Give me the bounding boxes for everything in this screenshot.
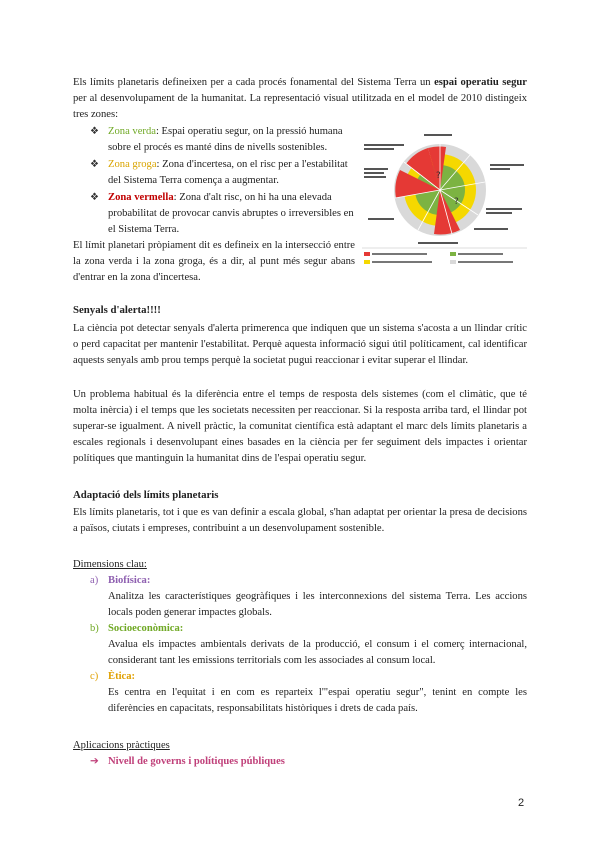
zone-yellow-name: Zona groga bbox=[108, 159, 157, 170]
applications-item-text: Nivell de governs i polítiques públiques bbox=[108, 756, 285, 767]
applications-item bbox=[90, 754, 285, 770]
diamond-bullet-icon: ❖ bbox=[90, 126, 99, 137]
zone-green-name: Zona verda bbox=[108, 126, 156, 137]
intro-bold-term: espai operatiu segur bbox=[434, 77, 527, 88]
dimension-socioeconomic-heading bbox=[90, 621, 527, 637]
zone-yellow-text: : Zona d'incertesa, on el risc per a l'estabilitat del Sistema Terra comença a augmentar. bbox=[108, 159, 348, 186]
dimension-name: Ètica: bbox=[108, 671, 136, 682]
diamond-bullet-icon: ❖ bbox=[90, 159, 99, 170]
zone-yellow-item bbox=[90, 157, 354, 189]
dimension-ethics-text: Es centra en l'equitat i en com es reparteix l'"espai operatiu segur", tenint en compte les diferències en capacitats, responsabilitats històriques i drets de cada país. bbox=[108, 687, 527, 714]
page-number: 2 bbox=[518, 797, 525, 809]
diamond-bullet-icon: ❖ bbox=[90, 192, 99, 203]
adaptation-heading: Adaptació dels límits planetaris bbox=[73, 489, 219, 501]
dimension-biophysical-text: Analitza les característiques geogràfiques i les interconnexions del sistema Terra. Les accions locals poden generar impactes globals. bbox=[108, 591, 527, 618]
dimensions-heading: Dimensions clau: bbox=[73, 559, 147, 570]
intro-text-start: Els límits planetaris defineixen per a cada procés fonamental del Sistema Terra un bbox=[73, 77, 435, 88]
zones-list bbox=[90, 124, 354, 239]
limit-paragraph: El límit planetari pròpiament dit es defineix en la intersecció entre la zona verda i la zona groga, és a dir, al punt més segur abans d'entrar en la zona d'incertesa. bbox=[73, 240, 355, 283]
alert-heading: Senyals d'alerta!!!! bbox=[73, 304, 161, 316]
dimension-socioeconomic-text: Avalua els impactes ambientals derivats de la producció, el consum i el comerç internacional, considerant tant les emissions territorials com les associades al consum local. bbox=[108, 639, 527, 666]
dimension-ethics-heading bbox=[90, 669, 527, 685]
intro-text-end: per al desenvolupament de la humanitat. La representació visual utilitzada en el model de 2010 distingeix tres zones: bbox=[73, 93, 527, 120]
dimension-name: Socioeconòmica: bbox=[108, 623, 184, 634]
list-letter: a) bbox=[90, 575, 99, 586]
svg-text:?: ? bbox=[454, 197, 459, 207]
svg-text:?: ? bbox=[436, 171, 441, 181]
figure-legend bbox=[364, 252, 513, 264]
intro-paragraph bbox=[73, 75, 527, 123]
list-letter: c) bbox=[90, 671, 99, 682]
zone-red-name: Zona vermella bbox=[108, 192, 174, 203]
zone-green-item bbox=[90, 124, 354, 156]
zone-green-text: : Espai operatiu segur, on la pressió humana sobre el procés es manté dins de nivells sostenibles. bbox=[108, 126, 343, 153]
zone-red-text: : Zona d'alt risc, on hi ha una elevada probabilitat de provocar canvis abruptes o irreversibles en el Sistema Terra. bbox=[108, 192, 354, 235]
dimensions-list bbox=[90, 573, 527, 717]
dimension-biophysical-heading bbox=[90, 573, 527, 589]
applications-heading: Aplicacions pràctiques bbox=[73, 740, 170, 751]
planetary-boundaries-figure bbox=[362, 130, 527, 270]
alert-paragraph-2: Un problema habitual és la diferència entre el temps de resposta dels sistemes (com el climàtic, que té molta inèrcia) i el temps que les societats necessiten per reaccionar. Si la resposta arriba tard, el llindar pot superar-se igualment. A nivell pràctic, la comunitat científica està adaptant el marc dels límits planetaris a escales regionals i desenvolupant eines basades en la ciència per fer seguiment dels impactes i orientar polítiques que mantinguin la humanitat dins de l'espai operatiu segur. bbox=[73, 389, 527, 464]
alert-paragraph-1: La ciència pot detectar senyals d'alerta primerenca que indiquen que un sistema s'acosta a un llindar crític o perd capacitat per mantenir l'estabilitat. Perquè aquesta informació sigui útil políticament, cal identificar aquests senyals amb prou temps perquè la societat pugui reaccionar i evitar superar el llindar. bbox=[73, 323, 527, 366]
adaptation-paragraph: Els límits planetaris, tot i que es van definir a escala global, s'han adaptat per orientar la presa de decisions a països, ciutats i empreses, contribuint a un desenvolupament sostenible. bbox=[73, 507, 527, 534]
arrow-right-icon: ➔ bbox=[90, 756, 99, 767]
zone-red-item bbox=[90, 190, 354, 238]
dimension-name: Biofísica: bbox=[108, 575, 151, 586]
list-letter: b) bbox=[90, 623, 99, 634]
